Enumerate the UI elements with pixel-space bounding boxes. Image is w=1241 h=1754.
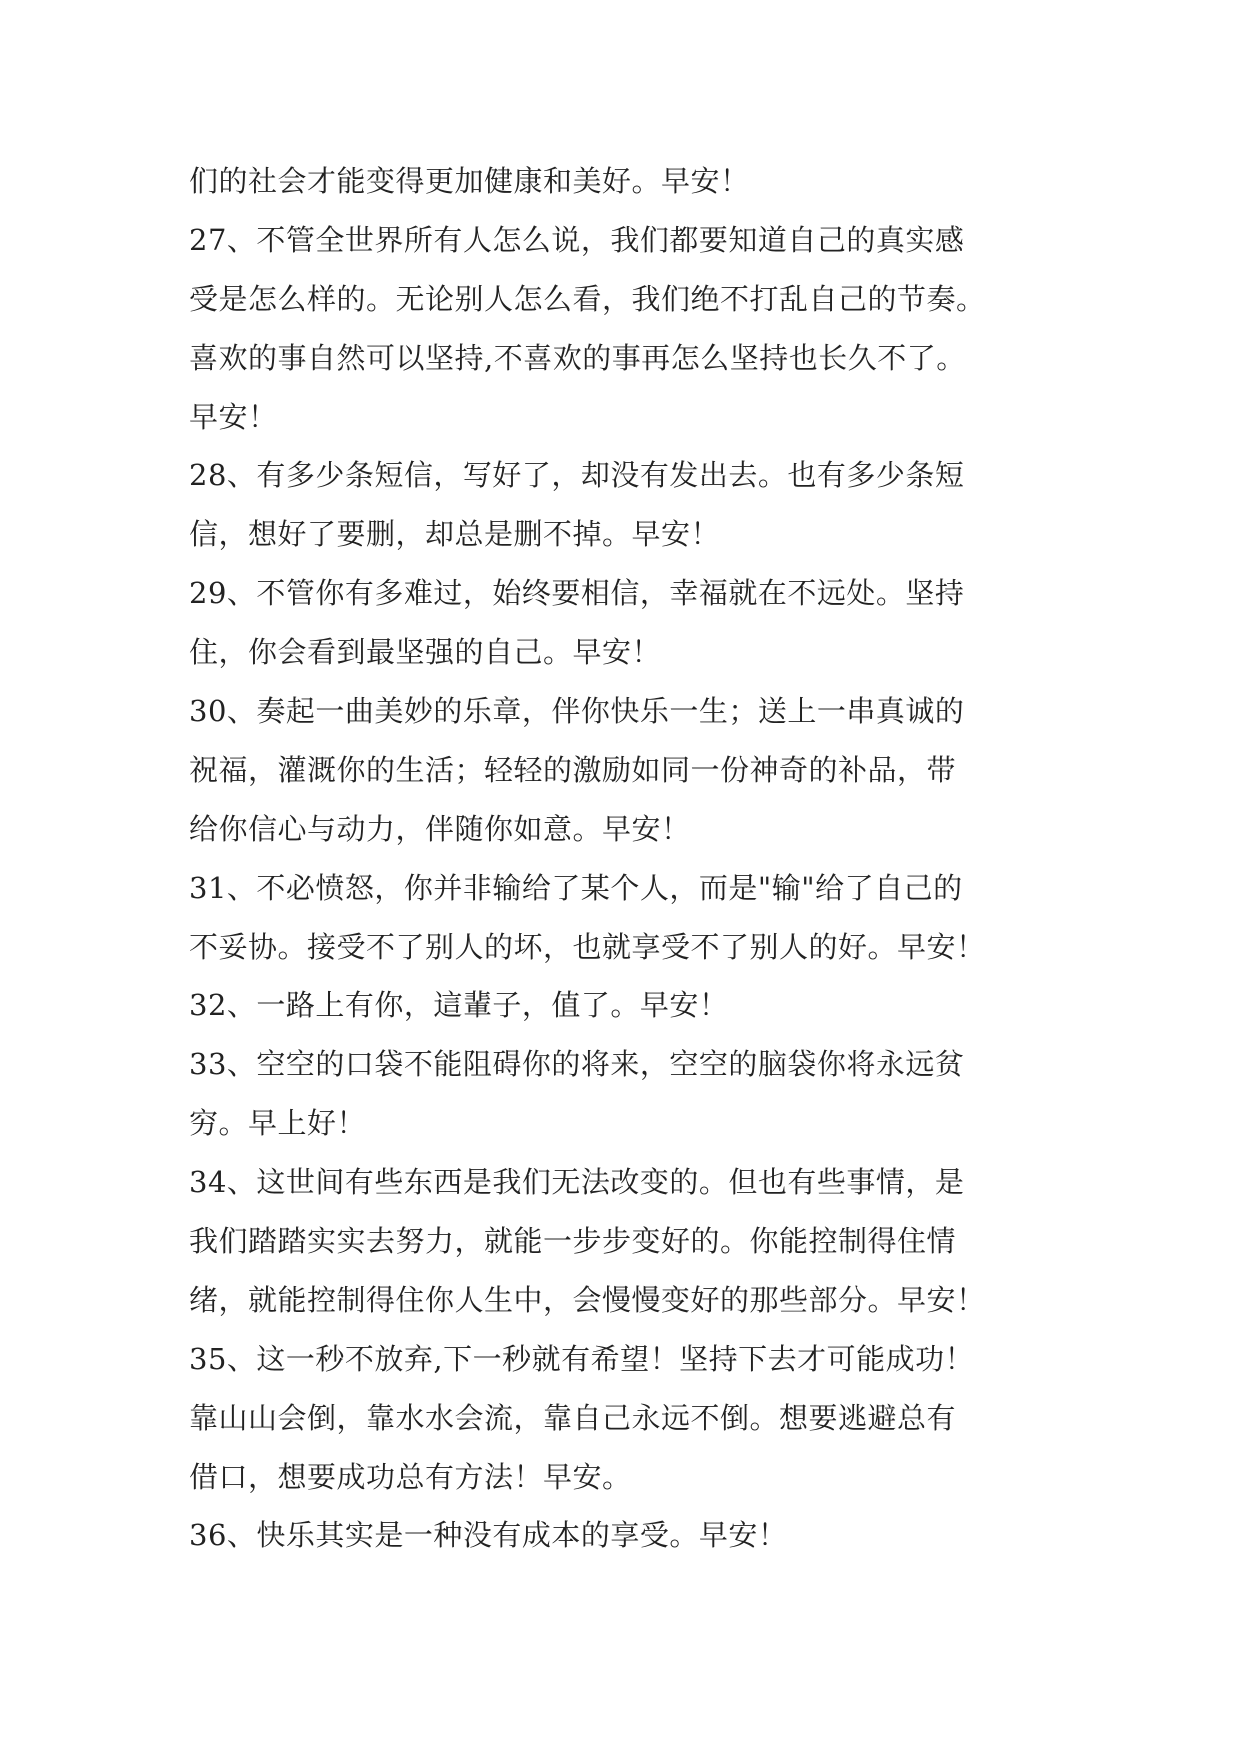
text-line: 30、奏起一曲美妙的乐章，伴你快乐一生；送上一串真诚的	[189, 694, 965, 729]
text-line: 34、这世间有些东西是我们无法改变的。但也有些事情，是	[189, 1165, 965, 1200]
text-line: 不妥协。接受不了别人的坏，也就享受不了别人的好。早安！	[189, 929, 986, 964]
text-line: 给你信心与动力，伴随你如意。早安！	[189, 811, 691, 846]
text-line: 受是怎么样的。无论别人怎么看，我们绝不打乱自己的节奏。	[189, 281, 986, 316]
text-line: 祝福，灌溉你的生活；轻轻的激励如同一份神奇的补品，带	[189, 752, 957, 787]
document-body	[189, 152, 1059, 1565]
text-line: 们的社会才能变得更加健康和美好。早安！	[189, 164, 750, 198]
text-line: 靠山山会倒，靠水水会流，靠自己永远不倒。想要逃避总有	[189, 1400, 957, 1435]
text-line: 31、不必愤怒，你并非输给了某个人，而是"输"给了自己的	[189, 870, 963, 905]
text-line: 28、有多少条短信，写好了，却没有发出去。也有多少条短	[189, 458, 965, 493]
text-line: 穷。早上好！	[189, 1106, 367, 1141]
text-line: 33、空空的口袋不能阻碍你的将来，空空的脑袋你将永远贫	[189, 1047, 965, 1082]
text-line: 住，你会看到最坚强的自己。早安！	[189, 635, 662, 670]
text-line: 信，想好了要删，却总是删不掉。早安！	[189, 517, 721, 552]
text-line: 早安！	[189, 399, 278, 434]
text-line: 29、不管你有多难过，始终要相信，幸福就在不远处。坚持	[189, 576, 965, 611]
text-line: 36、快乐其实是一种没有成本的享受。早安！	[189, 1518, 788, 1553]
text-line: 27、不管全世界所有人怎么说，我们都要知道自己的真实感	[189, 222, 965, 257]
text-line: 我们踏踏实实去努力，就能一步步变好的。你能控制得住情	[189, 1224, 957, 1259]
text-line: 喜欢的事自然可以坚持,不喜欢的事再怎么坚持也长久不了。	[189, 340, 966, 375]
text-line: 35、这一秒不放弃,下一秒就有希望！坚持下去才可能成功！	[189, 1341, 975, 1376]
text-line: 借口，想要成功总有方法！早安。	[189, 1459, 632, 1494]
text-line: 32、一路上有你，這輩子，值了。早安！	[189, 988, 729, 1023]
text-line: 绪，就能控制得住你人生中，会慢慢变好的那些部分。早安！	[189, 1282, 986, 1317]
